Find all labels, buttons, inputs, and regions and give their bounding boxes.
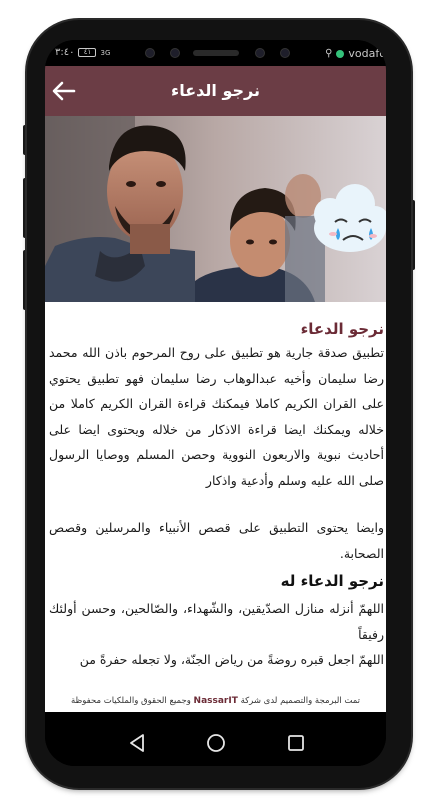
nav-back-button[interactable] bbox=[127, 732, 149, 754]
description-paragraph-2: وايضا يحتوى التطبيق على قصص الأنبياء والمرسلين وقصص الصحابة. bbox=[49, 520, 384, 561]
square-recents-icon bbox=[285, 732, 307, 754]
description-paragraph: تطبيق صدقة جارية هو تطبيق على روح المرحوم باذن الله محمد رضا سليمان وأخيه عبدالوهاب رضا سليمان فهو تطبيق يحتوي على القران الكريم كاملا فيمكنك قراءة القران الكريم كاملا من خلاله ويمكنك ايضا قراءة الاذكار من خلاله ويحتوى ايضا على أحاديث نبوية والاربعون النووية وحصن المسلم ووصايا الرسول صلى الله عليه وسلم وأدعية واذكار bbox=[49, 345, 384, 488]
carrier-name: vodafo bbox=[348, 47, 386, 60]
usb-icon: ⚲ bbox=[325, 48, 333, 59]
app-content bbox=[45, 302, 386, 700]
nav-recents-button[interactable] bbox=[285, 732, 307, 754]
app-bar bbox=[45, 66, 386, 116]
signal-label: 3G bbox=[100, 48, 111, 57]
system-nav-bar bbox=[45, 720, 386, 766]
prayer-text-2: اللهمّ اجعل قبره روضةً من رياض الجنّة، ولا تجعله حفرةً من bbox=[79, 652, 384, 667]
app-bar-title: نرجو الدعاء bbox=[171, 81, 260, 100]
footer-text-after: وجميع الحقوق والملكيات محفوظة bbox=[70, 696, 191, 706]
prayer-heading: نرجو الدعاء له bbox=[280, 572, 384, 590]
camera-notch bbox=[115, 40, 315, 66]
camera-icon bbox=[145, 48, 155, 58]
memorial-photo bbox=[45, 116, 386, 302]
prayer-text-1: اللهمّ أنزله منازل الصدّيقين، والشّهداء، والصّالحين، وحسن أولئك رفيقاً bbox=[49, 601, 384, 642]
speaker-grille bbox=[193, 50, 239, 56]
status-right bbox=[325, 47, 386, 60]
status-time: ٣:٤٠ bbox=[55, 47, 75, 58]
phone-screen bbox=[45, 40, 386, 766]
circle-home-icon bbox=[205, 732, 227, 754]
nav-home-button[interactable] bbox=[205, 732, 227, 754]
battery-icon bbox=[78, 48, 96, 57]
status-left bbox=[55, 47, 110, 58]
content-heading: نرجو الدعاء bbox=[300, 320, 384, 338]
sensor-icon bbox=[255, 48, 265, 58]
triangle-back-icon bbox=[127, 732, 149, 754]
network-dot-icon bbox=[336, 50, 344, 58]
camera-icon bbox=[280, 48, 290, 58]
sensor-icon bbox=[170, 48, 180, 58]
footer-text-before: تمت البرمجة والتصميم لدى شركة bbox=[240, 696, 361, 706]
copyright-footer bbox=[45, 690, 386, 712]
footer-company: NassarIT bbox=[193, 696, 238, 706]
status-bar bbox=[45, 40, 386, 66]
battery-level: ٤١ bbox=[83, 48, 92, 56]
